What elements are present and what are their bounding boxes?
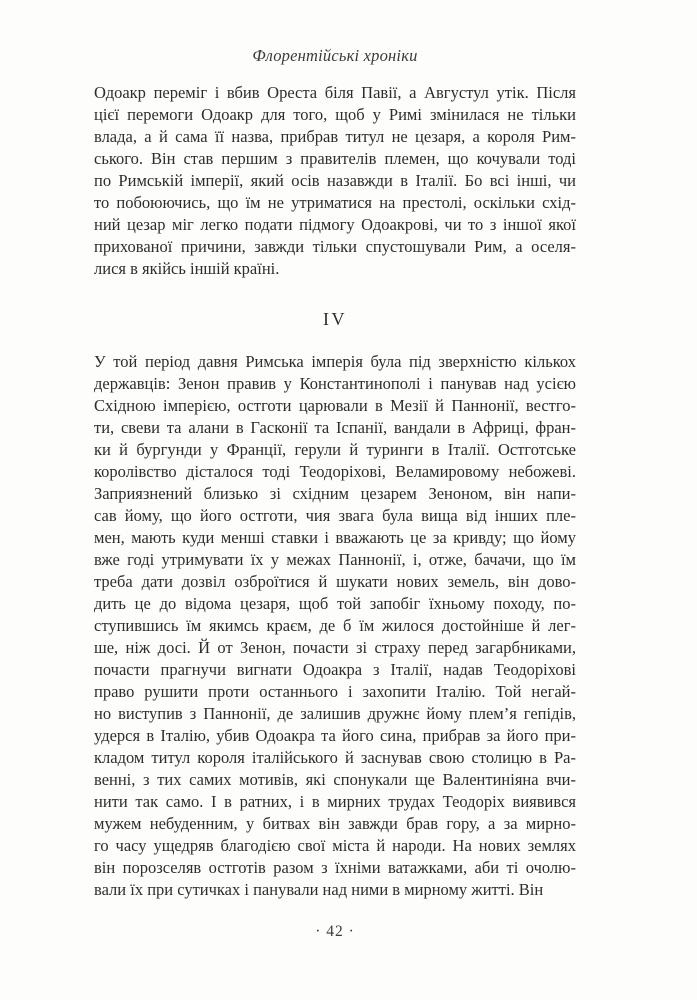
text-line: венні, з тих самих мотивів, які спонукали ще Валентиніяна вчи- [94,770,576,789]
text-line: влада, а й сама її назва, прибрав титул не цезаря, а короля Рим- [94,127,576,146]
running-header: Флорентійські хроніки [252,46,418,65]
text-line: він порозселяв остготів разом з їхніми ватажками, аби ті очолю- [94,858,576,877]
paragraph-section-body [94,351,576,901]
text-line: право рушити проти останнього і захопити Італію. Той негай- [94,682,576,701]
text-line: Східною імперією, остготи царювали в Мезії й Паннонії, вестго- [94,396,576,415]
text-line: вали їх при сутичках і панували над ними в мирному житті. Він [94,880,544,899]
section-heading: IV [323,309,347,329]
text-line: лися в якійсь іншій країні. [94,259,280,278]
text-line: сав йому, що його остготи, чия звага була вища від інших пле- [94,506,576,525]
text-line: ки й бургунди у Франції, герули й туринги в Італії. Остготське [94,440,576,459]
text-line: треба дати дозвіл озброїтися й шукати нових земель, він дово- [94,572,576,591]
page-number: · 42 · [315,923,355,940]
text-line: но виступив з Паннонії, де залишив дружнє йому плем’я гепідів, [94,704,576,723]
text-line: мужем небуденним, у битвах він завжди брав гору, а за мирно- [94,814,576,833]
text-line: удерся в Італію, убив Одоакра та його сина, прибрав за його при- [94,726,576,745]
text-line: ступившись їм якимсь краєм, де б їм жилося достойніше й лег- [94,616,576,635]
text-line: нити так само. І в ратних, і в мирних трудах Теодоріх виявився [94,792,576,811]
text-line: королівство дісталося тоді Теодоріхові, Веламировому небожеві. [94,462,576,481]
text-line: Заприязнений близько зі східним цезарем Зеноном, він напи- [94,484,576,503]
text-line: кладом титул короля італійського й заснував свою столицю в Ра- [94,748,576,767]
text-line: прихованої причини, завжди тільки спустошували Рим, а оселя- [94,237,576,256]
text-line: У той період давня Римська імперія була під зверхністю кількох [94,352,576,371]
text-line: ти, свеви та алани в Гасконії та Іспанії, вандали в Африці, фран- [94,418,576,437]
text-line: дить це до відома цезаря, щоб той запобіг їхньому походу, по- [94,594,576,613]
text-line: то побоюючись, що їм не утриматися на престолі, оскільки схід- [94,193,576,212]
text-line: по Римській імперії, який осів назавжди в Італії. Бо всі інші, чи [94,171,576,190]
text-line: ше, ніж досі. Й от Зенон, почасти зі страху перед загарбниками, [94,638,576,657]
text-line: вже годі утримувати їх у межах Паннонії, і, отже, бачачи, що їм [94,550,576,569]
text-line: ського. Він став першим з правителів племен, що кочували тоді [94,149,576,168]
paragraph-continuation [94,82,576,280]
text-line: го часу ущедряв благодією свої міста й народи. На нових землях [94,836,576,855]
text-line: цієї перемоги Одоакр для того, щоб у Римі змінилася не тільки [94,105,576,124]
text-line: мен, мають куди менші ставки і вважають це за кривду; що йому [94,528,576,547]
text-line: державців: Зенон правив у Константинополі і панував над усією [94,374,576,393]
text-line: почасти прагнучи вигнати Одоакра з Італії, надав Теодоріхові [94,660,576,679]
text-line: Одоакр переміг і вбив Ореста біля Павії, а Августул утік. Після [94,83,576,102]
text-line: ний цезар міг легко подати підмогу Одоакрові, чи то з іншої якої [94,215,576,234]
